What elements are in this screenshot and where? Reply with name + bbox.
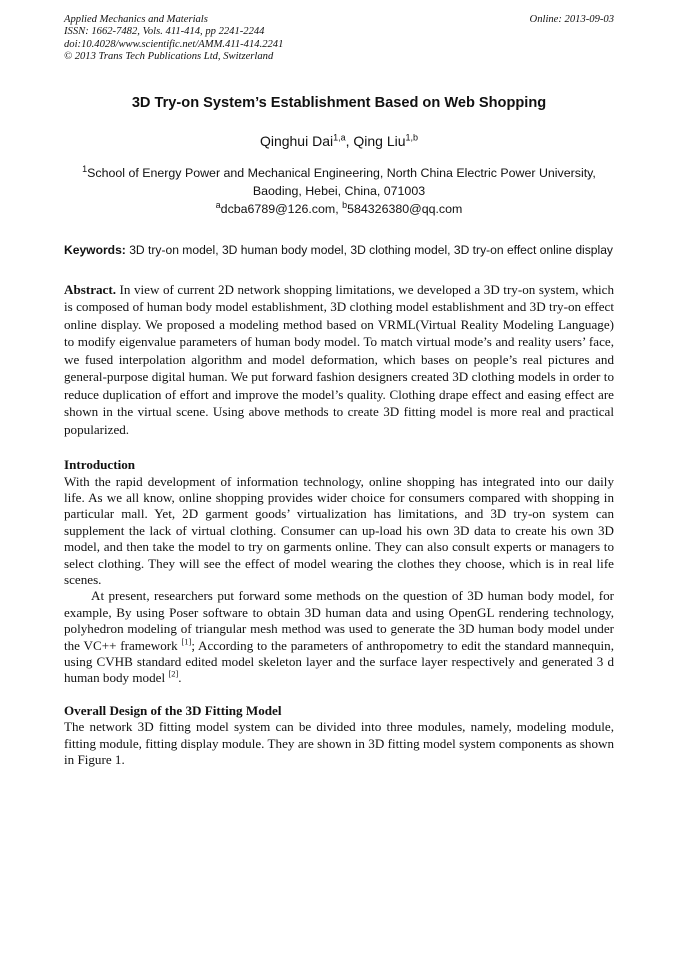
citation-ref: [2] <box>168 669 179 680</box>
author-separator: , <box>345 133 354 149</box>
publication-header <box>64 14 614 64</box>
email-address: 584326380@qq.com <box>347 202 463 216</box>
author-affiliation-mark: 1,b <box>405 132 419 143</box>
copyright-line: © 2013 Trans Tech Publications Ltd, Switzerland <box>64 51 274 63</box>
section-heading-introduction: Introduction <box>64 457 136 472</box>
keywords-label: Keywords: <box>64 243 126 257</box>
affiliation-block <box>64 164 614 218</box>
affiliation-line: $^1$School of Energy Power and Mechanical Engineering, North China Electric Power University, <box>82 163 596 180</box>
abstract-text: In view of current 2D network shopping limitations, we developed a 3D try-on system, which is composed of human body model establishment, 3D clothing model establishment and 3D try-on effect online display. We proposed a modeling method based on VRML(Virtual Reality Modeling Language) to modify eigenvalue parameters of human body model. To match virtual mode’s and reality users’ face, we fused interpolation algorithm and model deformation, which bases on people’s real pictures and general-purpose digital human. We put forward fashion designers created 3D clothing models in order to reduce duplication of effort and improve the model’s quality. Clothing drape effect and easing effect are shown in the virtual scene. Using above methods to create 3D fitting model is more real and practical popularized. <box>64 281 614 437</box>
affiliation-address: Baoding, Hebei, China, 071003 <box>252 184 426 198</box>
email-line: $^a$dcba6789@126.com, $^b$584326380@qq.com <box>215 199 463 216</box>
doi-line: doi:10.4028/www.scientific.net/AMM.411-414.2241 <box>64 38 284 50</box>
abstract-label: Abstract. <box>64 281 116 297</box>
author-affiliation-mark: 1,a <box>333 132 346 143</box>
author-name: Qing Liu <box>353 133 406 149</box>
email-address: dcba6789@126.com, <box>220 202 343 216</box>
citation-ref: [1] <box>181 636 192 647</box>
abstract <box>64 281 614 439</box>
body-paragraph: At present, researchers put forward some methods on the question of 3D human body model, for example, By using Poser software to obtain 3D human data and using OpenGL rendering technology, polyhedron modeling of triangular mesh method was used to generate the 3D human body model under the VC++ framework [1]; According to the parameters of anthropometry to edit the standard mannequin, using CVHB standard edited model skeleton layer and the surface layer respectively and generated 3 d human body model [2]. <box>64 588 615 686</box>
affiliation-mark: 1 <box>82 163 88 174</box>
online-date: Online: 2013-09-03 <box>529 14 614 25</box>
issn-line: ISSN: 1662-7482, Vols. 411-414, pp 2241-2244 <box>64 26 265 38</box>
paper-page <box>64 14 614 769</box>
paper-title: 3D Try-on System’s Establishment Based on Web Shopping <box>131 95 547 111</box>
keywords <box>64 242 614 260</box>
body-paragraph: With the rapid development of information technology, online shopping has integrated into our daily life. As we all know, online shopping provides wider choice for consumers compared with shopping in particular mall. Yet, 2D garment goods’ virtualization has limitations, and 3D try-on system can supplement the lack of virtual clothing. Consumer can up-load his own 3D data to create his own 3D model, and then take the model to try on garments online. They can also consult experts or managers to select clothing. They will see the effect of model wearing the clothes they choose, which is in real life scenes. <box>64 473 614 587</box>
author-name: Qinghui Dai <box>259 133 334 149</box>
author-line <box>64 132 614 150</box>
body-paragraph: The network 3D fitting model system can be divided into three modules, namely, modeling module, fitting module, fitting display module. They are shown in 3D fitting model system components as shown in Figure 1. <box>64 719 614 768</box>
section-heading-overall-design: Overall Design of the 3D Fitting Model <box>64 702 282 718</box>
journal-name: Applied Mechanics and Materials <box>64 14 208 25</box>
keywords-text: 3D try-on model, 3D human body model, 3D clothing model, 3D try-on effect online display <box>125 243 613 257</box>
